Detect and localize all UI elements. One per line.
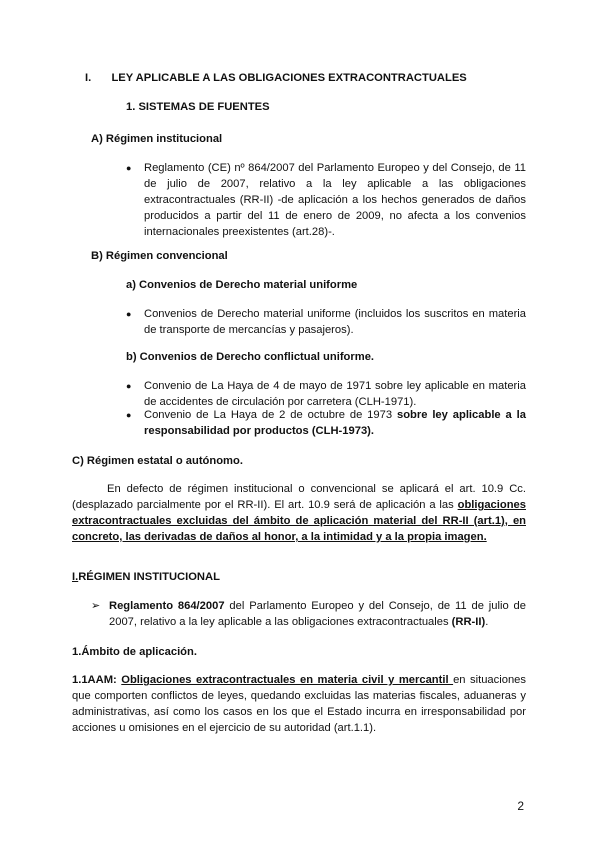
paragraph-ambito-material — [72, 672, 526, 736]
paragraph-regimen-estatal — [72, 481, 526, 545]
paragraph-text: Convenio de La Haya de 2 de octubre de 1973 — [144, 409, 397, 421]
bullet-icon: ● — [126, 309, 132, 319]
paragraph-text: del Parlamento Europeo y del Consejo, de 11 de julio de 2007, relativo a la ley aplicable a las obligaciones extracontractuales — [109, 600, 526, 628]
subheading-a — [126, 277, 357, 293]
arrow-bullet-icon: ➢ — [91, 600, 101, 612]
section-number: I. — [85, 72, 92, 84]
heading-text: a) Convenios de Derecho material uniforme — [126, 279, 358, 291]
paragraph-convenio-1973 — [144, 407, 526, 439]
heading-text: B) Régimen convencional — [91, 250, 228, 262]
bullet-icon: ● — [126, 381, 132, 391]
paragraph-bold-underlined-text: Obligaciones extracontractuales en materia civil y mercantil — [121, 674, 454, 686]
heading-text: b) Convenios de Derecho conflictual uniforme. — [126, 351, 375, 363]
paragraph-reglamento-864 — [109, 598, 526, 630]
bullet-icon: ● — [126, 410, 132, 420]
subheading-b — [126, 349, 374, 365]
paragraph-text: En defecto de régimen institucional o convencional se aplicará el art. 10.9 Cc. (desplazado parcialmente por el RR-II). El art. 10.9 será de aplicación a las — [72, 483, 526, 511]
paragraph-bold-text: Reglamento 864/2007 — [109, 600, 225, 612]
paragraph-label: 1.1AAM: — [72, 674, 117, 686]
paragraph-text: Convenio de La Haya de 4 de mayo de 1971 sobre ley aplicable en materia de accidentes de circulación por carretera (CLH-1971). — [144, 380, 526, 408]
heading-regimen-convencional — [91, 248, 228, 264]
heading-ambito — [72, 644, 197, 660]
paragraph-bold-text: sobre ley aplicable a la responsabilidad por productos (CLH-1973). — [144, 409, 526, 437]
paragraph-text: en situaciones que comporten conflictos de leyes, quedando excluidas las materias fiscales, aduaneras y administrativas, así como los casos en los que el Estado incurra en irresponsabilidad por acciones u omisiones en el ejercicio de su autoridad (art.1.1). — [72, 674, 526, 734]
paragraph-convenios-material — [144, 306, 526, 338]
heading-regimen-estatal — [72, 453, 243, 469]
paragraph-text: . — [485, 616, 489, 628]
paragraph-text: Convenios de Derecho material uniforme (incluidos los suscritos en materia de transporte de mercancías y pasajeros). — [144, 308, 526, 336]
heading-text: A) Régimen institucional — [91, 133, 223, 145]
paragraph-reglamento-a — [144, 160, 526, 240]
heading-text: 1.Ámbito de aplicación. — [72, 646, 197, 658]
paragraph-convenio-1971 — [144, 378, 526, 410]
paragraph-text: Reglamento (CE) nº 864/2007 del Parlamento Europeo y del Consejo, de 11 de julio de 2007, relativo a la ley aplicable a las obligaciones extracontractuales (RR-II) -de aplicación a los hechos generados de daños producidos a partir del 11 de enero de 2009, no afecta a los convenios internacionales preexistentes (art.28)-. — [144, 162, 526, 238]
heading-text: RÉGIMEN INSTITUCIONAL — [78, 571, 220, 583]
heading-regimen-institucional-2 — [72, 569, 220, 585]
heading-regimen-institucional — [91, 131, 222, 147]
subsection-title: 1. SISTEMAS DE FUENTES — [126, 101, 270, 113]
subsection-heading — [126, 99, 270, 115]
section-heading-roman — [85, 70, 467, 86]
heading-text: C) Régimen estatal o autónomo. — [72, 455, 243, 467]
heading-number: I. — [72, 571, 79, 583]
bullet-icon: ● — [126, 163, 132, 173]
section-title: LEY APLICABLE A LAS OBLIGACIONES EXTRACONTRACTUALES — [111, 72, 467, 84]
page-number: 2 — [517, 799, 524, 813]
paragraph-bold-underlined-text: obligaciones extracontractuales excluidas del ámbito de aplicación material del RR-II (art.1), en concreto, las derivadas de daños al honor, a la intimidad y a la propia imagen. — [72, 499, 526, 543]
paragraph-bold-text: (RR-II) — [451, 616, 486, 628]
